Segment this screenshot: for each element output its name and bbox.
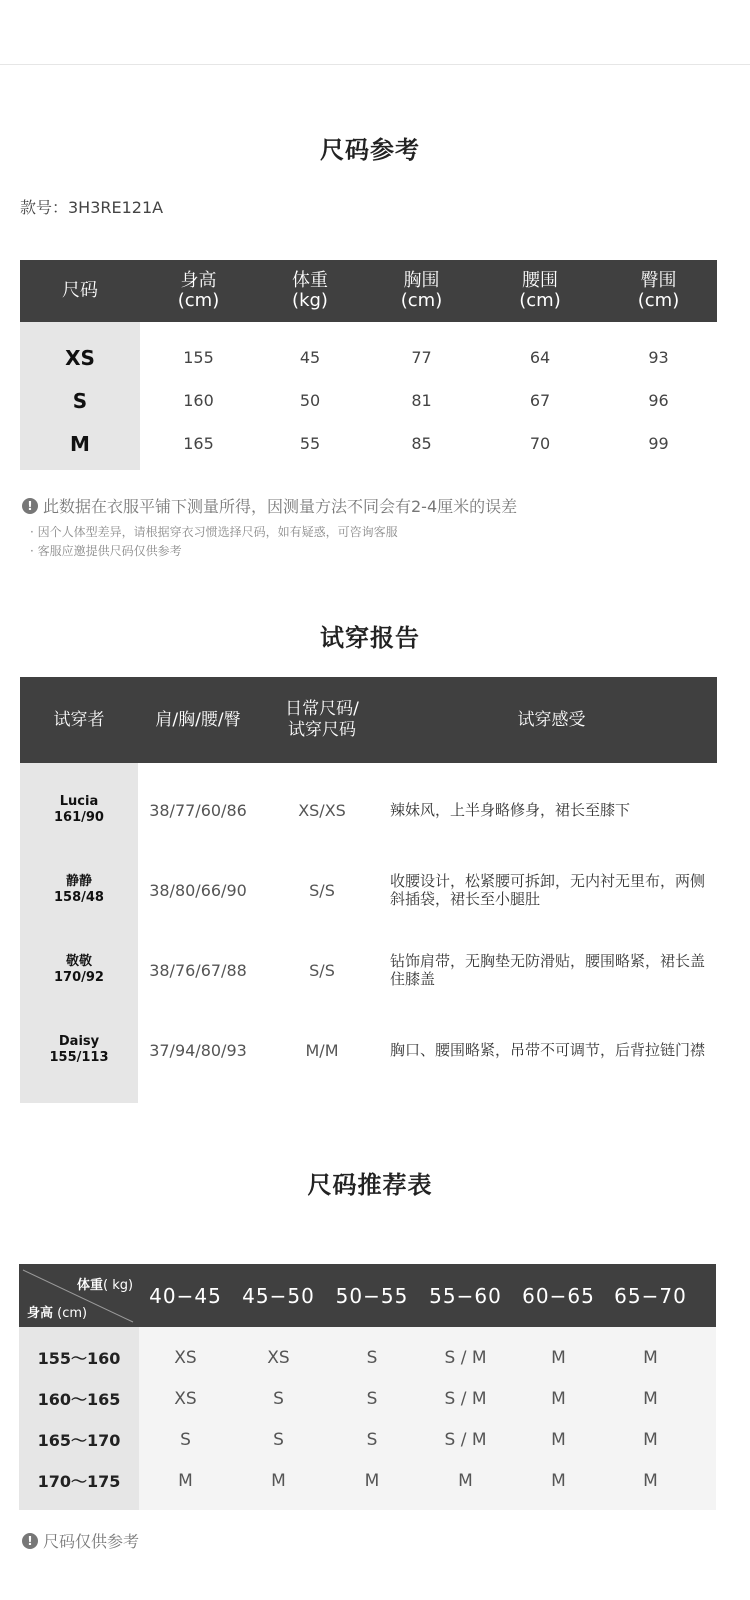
tester-feedback: 胸口、腰围略紧，吊带不可调节，后背拉链门襟 <box>390 1041 706 1059</box>
size-recommendation-body <box>19 1327 716 1510</box>
recommended-size: M <box>364 1470 380 1491</box>
height-unit: (cm) <box>53 1306 88 1321</box>
recommended-size: S <box>273 1429 284 1450</box>
recommended-size: S <box>366 1388 378 1409</box>
table-row <box>20 770 717 850</box>
tester-measurements: 37/94/80/93 <box>149 1040 247 1060</box>
recommended-size: XS <box>174 1388 197 1409</box>
recommended-size: XS <box>174 1347 197 1368</box>
height-label: 身高 <box>27 1306 54 1321</box>
tester-feedback: 钻饰肩带，无胸垫无防滑贴，腰围略紧，裙长盖住膝盖 <box>390 952 706 988</box>
recommended-size: M <box>458 1470 473 1491</box>
weight-range: 40−45 <box>149 1283 222 1308</box>
weight-unit: ( kg) <box>103 1278 134 1293</box>
recommended-size: M <box>551 1388 566 1409</box>
header-weight: 体重 (kg) <box>292 270 328 311</box>
table-row <box>139 1460 716 1501</box>
tester-name: Daisy 155/113 <box>49 1034 109 1065</box>
recommended-size: M <box>643 1470 658 1491</box>
table-row <box>139 1419 716 1460</box>
size-reference-body <box>20 322 717 470</box>
size-label: XS <box>65 345 95 370</box>
top-divider <box>0 64 750 65</box>
size-recommendation-table <box>19 1264 716 1510</box>
cell-waist: 70 <box>529 434 551 453</box>
weight-range: 60−65 <box>522 1283 595 1308</box>
reference-note <box>22 1529 139 1552</box>
recommended-size: M <box>643 1429 658 1450</box>
height-range: 170～175 <box>37 1472 121 1491</box>
cell-hip: 96 <box>648 391 669 410</box>
recommended-size: S / M <box>444 1347 487 1368</box>
header-waist: 腰围 (cm) <box>519 270 561 311</box>
size-reference-table <box>20 260 717 470</box>
cell-height: 160 <box>183 391 214 410</box>
size-column <box>20 322 140 470</box>
tester-name: 静静 158/48 <box>54 874 104 905</box>
header-feedback: 试穿感受 <box>517 709 586 730</box>
fitting-report-body <box>20 763 717 1103</box>
weight-label: 体重 <box>77 1278 104 1293</box>
weight-range: 45−50 <box>242 1283 315 1308</box>
measurement-note <box>22 494 517 517</box>
recommended-size: S <box>366 1429 378 1450</box>
cell-weight: 45 <box>299 348 321 367</box>
height-axis-label <box>27 1302 87 1321</box>
table-row <box>140 379 717 422</box>
sub-note: · 因个人体型差异，请根据穿衣习惯选择尺码，如有疑惑，可咨询客服 <box>30 525 398 539</box>
height-column <box>19 1327 139 1510</box>
height-range: 155～160 <box>37 1349 121 1368</box>
tester-name: 敬敬 170/92 <box>54 954 104 985</box>
size-label: M <box>70 431 90 456</box>
recommended-size: S <box>273 1388 284 1409</box>
cell-waist: 67 <box>529 391 551 410</box>
tester-feedback: 收腰设计，松紧腰可拆卸，无内衬无里布，两侧斜插袋，裙长至小腿肚 <box>390 872 706 908</box>
alert-icon: ! <box>22 1533 38 1549</box>
table-row <box>20 850 717 930</box>
cell-height: 155 <box>183 348 214 367</box>
size-label: S <box>72 388 88 413</box>
size-recommendation-title: 尺码推荐表 <box>307 1171 433 1199</box>
header-hip: 臀围 (cm) <box>637 270 680 311</box>
cell-hip: 99 <box>648 434 669 453</box>
size-values <box>140 322 717 470</box>
cell-bust: 81 <box>411 391 432 410</box>
corner-header-cell <box>19 1264 139 1327</box>
tester-sizes: XS/XS <box>298 800 346 820</box>
tester-sizes: S/S <box>309 960 335 980</box>
alert-icon: ! <box>22 498 38 514</box>
recommended-size: S / M <box>444 1388 487 1409</box>
header-tester: 试穿者 <box>53 709 105 730</box>
table-row <box>20 930 717 1010</box>
cell-weight: 55 <box>299 434 321 453</box>
recommended-size: S <box>366 1347 378 1368</box>
weight-axis-label <box>77 1274 133 1293</box>
fitting-report-header <box>20 677 717 763</box>
size-reference-title: 尺码参考 <box>320 136 420 164</box>
recommended-size: M <box>271 1470 286 1491</box>
header-size: 尺码 <box>62 280 98 301</box>
cell-bust: 85 <box>411 434 432 453</box>
height-range: 160～165 <box>37 1390 121 1409</box>
tester-measurements: 38/76/67/88 <box>149 960 247 980</box>
cell-hip: 93 <box>648 348 669 367</box>
measurement-note-text: 此数据在衣服平铺下测量所得，因测量方法不同会有2-4厘米的误差 <box>43 497 518 516</box>
cell-bust: 77 <box>411 348 432 367</box>
header-sizes: 日常尺码/ 试穿尺码 <box>285 699 359 740</box>
tester-name: Lucia 161/90 <box>54 794 104 825</box>
style-number: 款号：3H3RE121A <box>20 198 164 217</box>
weight-range: 55−60 <box>429 1283 502 1308</box>
fitting-report-table <box>20 677 717 1103</box>
recommended-size: M <box>178 1470 193 1491</box>
fitting-report-title: 试穿报告 <box>320 624 420 652</box>
recommended-size: M <box>551 1429 566 1450</box>
weight-range: 65−70 <box>614 1283 687 1308</box>
recommended-size: S / M <box>444 1429 487 1450</box>
recommended-size: M <box>551 1470 566 1491</box>
tester-sizes: M/M <box>305 1040 339 1060</box>
recommended-size: M <box>643 1347 658 1368</box>
table-row <box>139 1337 716 1378</box>
header-measurements: 肩/胸/腰/臀 <box>155 709 241 730</box>
cell-weight: 50 <box>299 391 321 410</box>
recommended-size: S <box>180 1429 191 1450</box>
recommended-size: M <box>643 1388 658 1409</box>
reference-note-text: 尺码仅供参考 <box>43 1532 140 1551</box>
header-height: 身高 (cm) <box>177 270 220 311</box>
tester-feedback: 辣妹风，上半身略修身，裙长至膝下 <box>390 801 631 819</box>
table-row <box>20 1010 717 1090</box>
size-reference-header <box>20 260 717 322</box>
height-range: 165～170 <box>37 1431 121 1450</box>
recommendation-values <box>139 1327 716 1510</box>
sub-note: · 客服应邀提供尺码仅供参考 <box>30 544 182 558</box>
cell-waist: 64 <box>529 348 551 367</box>
table-row <box>140 336 717 379</box>
tester-sizes: S/S <box>309 880 335 900</box>
table-row <box>140 422 717 465</box>
size-recommendation-header <box>19 1264 716 1327</box>
table-row <box>139 1378 716 1419</box>
cell-height: 165 <box>183 434 214 453</box>
weight-range: 50−55 <box>335 1283 409 1308</box>
tester-measurements: 38/80/66/90 <box>149 880 247 900</box>
tester-measurements: 38/77/60/86 <box>149 800 247 820</box>
recommended-size: M <box>551 1347 566 1368</box>
header-bust: 胸围 (cm) <box>400 270 443 311</box>
recommended-size: XS <box>267 1347 290 1368</box>
